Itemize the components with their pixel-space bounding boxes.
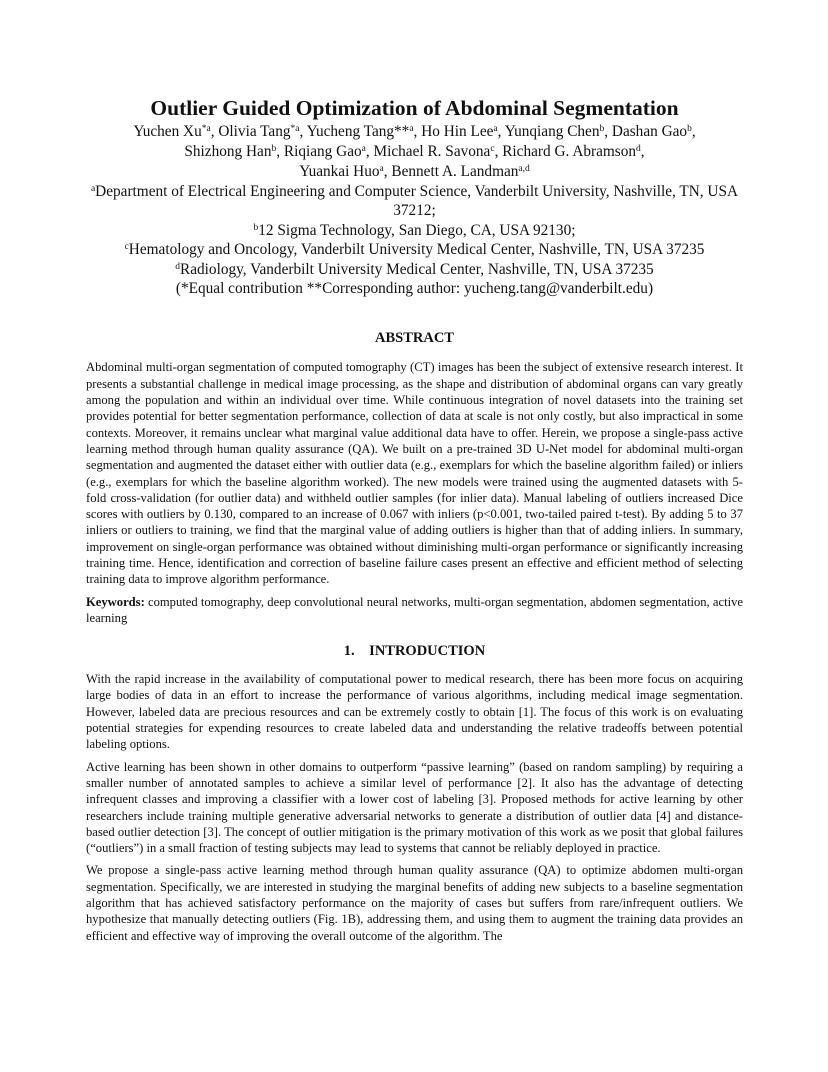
author: Riqiang Gao$^a$,	[283, 143, 374, 160]
author: Dashan Gao$^b$,	[611, 123, 696, 140]
intro-paragraph: With the rapid increase in the availability of computational power to medical research, there has been more focus on acquiring large bodies of data in an effort to increase the performance of various algorithms, including medical image segmentation. However, labeled data are precious resources and can be extremely costly to obtain [1]. The focus of this work is on evaluating potential strategies for expending resources to create labeled data and understanding the relative tradeoffs between potential labeling options.	[86, 672, 743, 752]
author: Yunqiang Chen$^b$,	[504, 123, 612, 140]
paper-page	[86, 96, 743, 950]
paper-title: Outlier Guided Optimization of Abdominal Segmentation	[150, 96, 679, 120]
keywords-label: Keywords:	[86, 594, 145, 609]
author-list	[86, 122, 743, 182]
affiliation: $^a$Department of Electrical Engineering and Computer Science, Vanderbilt University, Nashville, TN, USA 37212;	[90, 183, 739, 220]
contribution-note: (*Equal contribution **Corresponding author: yucheng.tang@vanderbilt.edu)	[175, 280, 654, 298]
intro-paragraph: We propose a single-pass active learning method through human quality assurance (QA) to optimize abdomen multi-organ segmentation. Specifically, we are interested in studying the marginal benefits of adding new subjects to a baseline segmentation algorithm that has achieved satisfactory performance on the majority of cases but suffers from rare/infrequent outliers. We hypothesize that manually detecting outliers (Fig. 1B), addressing them, and using them to augment the training data provides an efficient and effective way of improving the overall outcome of the algorithm. The	[86, 863, 743, 943]
affiliation: $^b$12 Sigma Technology, San Diego, CA, USA 92130;	[253, 221, 576, 239]
introduction-heading: 1. INTRODUCTION	[343, 643, 486, 660]
author: Bennett A. Landman$^{a,d}$	[391, 163, 530, 180]
keywords-text: computed tomography, deep convolutional neural networks, multi-organ segmentation, abdomen segmentation, active learning	[86, 594, 743, 625]
affiliation: $^d$Radiology, Vanderbilt University Medical Center, Nashville, TN, USA 37235	[175, 260, 654, 278]
author: Olivia Tang$^{*a}$,	[218, 123, 307, 140]
author: Michael R. Savona$^c$,	[373, 143, 503, 160]
author: Ho Hin Lee$^a$,	[421, 123, 505, 140]
affiliation: $^c$Hematology and Oncology, Vanderbilt University Medical Center, Nashville, TN, USA 37235	[124, 241, 705, 259]
keywords	[86, 594, 743, 627]
author: Yuankai Huo$^a$,	[299, 163, 392, 180]
author: Richard G. Abramson$^d$,	[502, 143, 645, 160]
author: Yuchen Xu$^{*a}$,	[133, 123, 219, 140]
abstract-text: Abdominal multi-organ segmentation of computed tomography (CT) images has been the subject of extensive research interest. It presents a substantial challenge in medical image processing, as the shape and distribution of abdominal organs can vary greatly among the population and within an individual over time. While continuous integration of novel datasets into the training set provides potential for better segmentation performance, collection of data at scale is not only costly, but also impractical in some contexts. Moreover, it remains unclear what marginal value additional data have to offer. Herein, we propose a single-pass active learning method through human quality assurance (QA). We built on a pre-trained 3D U-Net model for abdominal multi-organ segmentation and augmented the dataset either with outlier data (e.g., exemplars for which the baseline algorithm failed) or inliers (e.g., exemplars for which the baseline algorithm worked). The new models were trained using the augmented datasets with 5-fold cross-validation (for outlier data) and withheld outlier samples (for inlier data). Manual labeling of outliers increased Dice scores with outliers by 0.130, compared to an increase of 0.067 with inliers (p<0.001, two-tailed paired t-test). By adding 5 to 37 inliers or outliers to training, we find that the marginal value of adding outliers is higher than that of adding inliers. In summary, improvement on single-organ performance was obtained without diminishing multi-organ performance or significantly increasing training time. Hence, identification and correction of baseline failure cases present an effective and efficient method of selecting training data to improve algorithm performance.	[86, 360, 743, 587]
author: Shizhong Han$^b$,	[184, 143, 284, 160]
intro-paragraph: Active learning has been shown in other domains to outperform “passive learning” (based on random sampling) by requiring a smaller number of annotated samples to achieve a similar level of performance [2]. It also has the advantage of detecting infrequent classes and improving a classifier with a lower cost of labeling [3]. Proposed methods for active learning by other researchers include training multiple generative adversarial networks to generate a distribution of outlier data [4] and distance-based outlier detection [3]. The concept of outlier mitigation is the primary motivation of this work as we posit that global failures (“outliers”) in a small fraction of testing subjects may lead to systems that cannot be reliably deployed in practice.	[86, 759, 743, 856]
author: Yucheng Tang**$^a$,	[306, 123, 422, 140]
abstract-heading: ABSTRACT	[375, 330, 454, 347]
